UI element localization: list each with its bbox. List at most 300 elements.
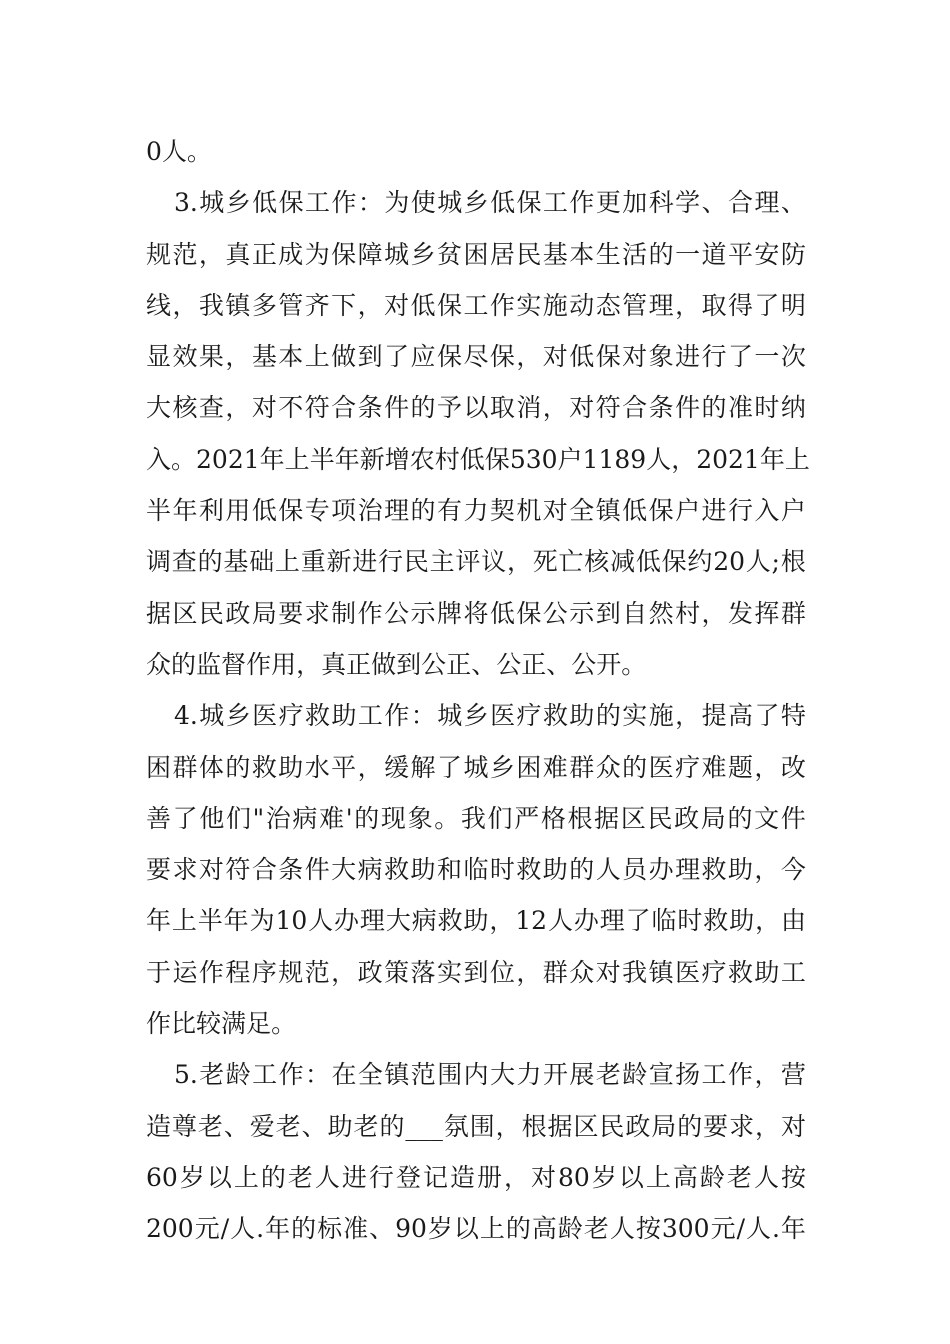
glyph: 年 (146, 906, 172, 936)
glyph: 亡 (558, 547, 584, 577)
glyph: 我 (460, 803, 486, 833)
glyph: 以 (618, 1162, 644, 1192)
glyph: 障 (357, 239, 383, 269)
glyph: 件 (304, 855, 330, 885)
glyph: 准 (343, 1214, 369, 1244)
text-line (146, 742, 806, 793)
glyph: 镇 (384, 1060, 410, 1090)
glyph: 我 (198, 290, 224, 320)
glyph: 上 (479, 1214, 505, 1244)
glyph: 作 (489, 290, 515, 320)
glyph: 册 (476, 1162, 502, 1192)
glyph: 效 (172, 342, 198, 372)
glyph: 0 (146, 137, 162, 166)
glyph: 行 (727, 496, 753, 526)
glyph: ， (701, 598, 727, 628)
glyph: 了 (172, 803, 198, 833)
glyph: 救 (727, 957, 753, 987)
glyph: 龄 (622, 1060, 648, 1090)
glyph: ， (754, 855, 780, 885)
glyph: 保 (516, 598, 542, 628)
glyph: 作 (728, 1060, 754, 1090)
glyph: 为 (249, 906, 275, 936)
glyph: 低 (251, 496, 277, 526)
glyph: 救 (384, 855, 410, 885)
text-line (146, 690, 806, 741)
glyph: ， (671, 444, 697, 474)
glyph: 岁 (427, 1214, 453, 1244)
text-line (146, 947, 806, 998)
text-line (146, 331, 806, 382)
glyph: 真 (225, 239, 251, 269)
glyph: 3. (174, 188, 198, 218)
glyph: 作 (384, 701, 410, 731)
glyph: 救 (542, 701, 568, 731)
glyph: 救 (251, 752, 277, 782)
glyph: 体 (198, 752, 224, 782)
glyph: 助 (327, 1111, 353, 1141)
text-line (146, 1203, 806, 1254)
glyph: ： (410, 701, 436, 731)
glyph: 了 (754, 701, 780, 731)
glyph: 公 (571, 649, 597, 679)
glyph: 得 (727, 290, 753, 320)
glyph: 助 (729, 906, 755, 936)
glyph: ， (489, 906, 515, 936)
glyph: 契 (489, 496, 515, 526)
glyph: 工 (463, 290, 489, 320)
glyph: 据 (146, 598, 172, 628)
glyph: 善 (146, 803, 172, 833)
glyph: 工 (542, 188, 568, 218)
glyph: 员 (622, 855, 648, 885)
glyph: 对 (622, 342, 648, 372)
glyph: 的 (379, 1111, 405, 1141)
glyph: 老 (199, 1060, 225, 1090)
glyph: 文 (754, 803, 780, 833)
glyph: 保 (489, 342, 515, 372)
glyph: 的 (622, 752, 648, 782)
glyph: 理 (384, 496, 410, 526)
glyph: 实 (436, 957, 462, 987)
glyph: 大 (331, 855, 357, 885)
glyph: 学 (675, 188, 701, 218)
glyph: 改 (780, 752, 806, 782)
glyph: 低 (622, 496, 648, 526)
glyph: 助 (331, 701, 357, 731)
glyph: 基 (251, 342, 277, 372)
glyph: 半 (309, 444, 335, 474)
glyph: 取 (489, 393, 515, 423)
glyph: 、 (223, 1111, 249, 1141)
glyph: 老 (595, 1060, 621, 1090)
glyph: 助 (410, 855, 436, 885)
glyph: 求 (172, 855, 198, 885)
glyph: 2021 (196, 444, 260, 474)
glyph: 低 (459, 444, 485, 474)
glyph: 尽 (463, 342, 489, 372)
glyph: 的 (354, 803, 380, 833)
glyph: 大 (146, 393, 172, 423)
glyph: 格 (540, 803, 566, 833)
glyph: ， (675, 701, 701, 731)
glyph: 政 (625, 1111, 651, 1141)
glyph: 死 (532, 547, 558, 577)
glyph: 根 (567, 803, 593, 833)
glyph: 将 (463, 598, 489, 628)
glyph: 医 (490, 701, 516, 731)
glyph: 正 (521, 649, 547, 679)
glyph: 宣 (648, 1060, 674, 1090)
glyph: 规 (146, 239, 172, 269)
glyph: 乡 (463, 701, 489, 731)
glyph: 时 (677, 906, 703, 936)
glyph: 作 (246, 649, 272, 679)
glyph: 们 (487, 803, 513, 833)
glyph: 记 (422, 1162, 448, 1192)
glyph: 年 (172, 496, 198, 526)
glyph: 时 (489, 855, 515, 885)
glyph: 年 (334, 444, 360, 474)
glyph: 主 (429, 547, 455, 577)
glyph: 加 (622, 188, 648, 218)
glyph: 人 (595, 855, 621, 885)
glyph: 全 (357, 1060, 383, 1090)
glyph: 造 (449, 1162, 475, 1192)
glyph: 困 (146, 752, 172, 782)
glyph: 调 (146, 547, 172, 577)
glyph: 群 (172, 752, 198, 782)
glyph: 。 (434, 803, 460, 833)
glyph: 防 (780, 239, 806, 269)
glyph: 的 (677, 1111, 703, 1141)
glyph: 足 (246, 1009, 272, 1039)
glyph: 低 (490, 188, 516, 218)
glyph: 疗 (516, 701, 542, 731)
text-line (146, 844, 806, 895)
glyph: 办 (334, 906, 360, 936)
glyph: 象 (648, 342, 674, 372)
glyph: 一 (675, 239, 701, 269)
glyph: 龄 (699, 1162, 725, 1192)
glyph: 医 (675, 957, 701, 987)
glyph: 要 (278, 598, 304, 628)
glyph: 合 (331, 393, 357, 423)
glyph: 10 (275, 906, 308, 936)
glyph: 入 (754, 496, 780, 526)
glyph: 老 (275, 1111, 301, 1141)
glyph: 城 (199, 701, 225, 731)
glyph: . (771, 1214, 780, 1244)
glyph: 件 (780, 803, 806, 833)
glyph: 的 (410, 496, 436, 526)
glyph: 道 (701, 239, 727, 269)
glyph: 实 (622, 701, 648, 731)
glyph: 人 (646, 444, 672, 474)
glyph: 重 (300, 547, 326, 577)
glyph: 合 (251, 855, 277, 885)
glyph: 上 (171, 906, 197, 936)
glyph: 到 (357, 342, 383, 372)
glyph: 动 (569, 290, 595, 320)
glyph: 低 (569, 342, 595, 372)
text-line (146, 536, 806, 587)
text-line (146, 177, 806, 228)
glyph: 人 (609, 1214, 635, 1244)
glyph: ， (675, 290, 701, 320)
glyph: ， (754, 1060, 780, 1090)
glyph: 然 (648, 598, 674, 628)
glyph: 自 (622, 598, 648, 628)
glyph: 疗 (278, 701, 304, 731)
glyph: / (736, 1214, 745, 1244)
glyph: 1189 (582, 444, 647, 474)
glyph: 到 (396, 649, 422, 679)
glyph: 于 (146, 957, 172, 987)
glyph: 要 (703, 1111, 729, 1141)
glyph: 岁 (179, 1162, 205, 1192)
glyph: ， (225, 393, 251, 423)
glyph: 活 (622, 239, 648, 269)
glyph: 高 (531, 1214, 557, 1244)
glyph: 城 (199, 188, 225, 218)
glyph: 使 (410, 188, 436, 218)
glyph: 氛 (443, 1111, 469, 1141)
glyph: 水 (304, 752, 330, 782)
glyph: 到 (463, 957, 489, 987)
glyph: 对 (542, 342, 568, 372)
glyph: 保 (661, 547, 687, 577)
glyph: 区 (620, 803, 646, 833)
glyph: 12 (515, 906, 548, 936)
glyph: 理 (675, 855, 701, 885)
glyph: 办 (573, 906, 599, 936)
glyph: 登 (395, 1162, 421, 1192)
glyph: 民 (403, 547, 429, 577)
glyph: 作 (331, 188, 357, 218)
glyph: 示 (410, 598, 436, 628)
glyph: 有 (436, 496, 462, 526)
glyph: 取 (701, 290, 727, 320)
glyph: 果 (198, 342, 224, 372)
glyph: 正 (346, 649, 372, 679)
glyph: 20 (713, 547, 745, 577)
glyph: 乡 (225, 701, 251, 731)
glyph: ， (542, 393, 568, 423)
glyph: 、 (780, 188, 806, 218)
glyph: 项 (331, 496, 357, 526)
glyph: 件 (384, 393, 410, 423)
glyph: 予 (436, 393, 462, 423)
glyph: 民 (647, 803, 673, 833)
glyph: 尊 (171, 1111, 197, 1141)
glyph: 元 (710, 1214, 736, 1244)
glyph: 大 (385, 906, 411, 936)
glyph: 530 (509, 444, 558, 474)
glyph: 年 (780, 1214, 806, 1244)
glyph: 了 (625, 906, 651, 936)
glyph: 象 (407, 803, 433, 833)
glyph: 、 (701, 188, 727, 218)
glyph: 为 (304, 239, 330, 269)
glyph: 应 (410, 342, 436, 372)
text-line (146, 895, 806, 946)
glyph: 策 (384, 957, 410, 987)
glyph: 按 (780, 1162, 806, 1192)
glyph: 正 (446, 649, 472, 679)
glyph: 保 (484, 444, 510, 474)
glyph: 公 (542, 598, 568, 628)
glyph: 真 (321, 649, 347, 679)
glyph: 核 (172, 393, 198, 423)
glyph: 本 (278, 342, 304, 372)
glyph: 病 (292, 803, 318, 833)
glyph: 在 (331, 1060, 357, 1090)
glyph: 用 (271, 649, 297, 679)
glyph: 据 (547, 1111, 573, 1141)
glyph: 范 (410, 1060, 436, 1090)
glyph: 作 (357, 598, 383, 628)
glyph: 齐 (304, 290, 330, 320)
text-line (146, 280, 806, 331)
glyph: 他 (199, 803, 225, 833)
glyph: 乡 (463, 188, 489, 218)
glyph: ， (506, 547, 532, 577)
glyph: 做 (371, 649, 397, 679)
glyph: 条 (278, 855, 304, 885)
glyph: 90 (395, 1214, 427, 1244)
glyph: 低 (252, 188, 278, 218)
glyph: 助 (278, 752, 304, 782)
glyph: 解 (410, 752, 436, 782)
glyph: ， (755, 1111, 781, 1141)
glyph: 的 (260, 1162, 286, 1192)
glyph: 监 (196, 649, 222, 679)
glyph: 贫 (436, 239, 462, 269)
glyph: 助 (463, 906, 489, 936)
glyph: 进 (675, 342, 701, 372)
glyph: 展 (569, 1060, 595, 1090)
text-line (146, 382, 806, 433)
glyph: 准 (727, 393, 753, 423)
glyph: 的 (410, 393, 436, 423)
glyph: 新 (359, 444, 385, 474)
glyph: 基 (223, 547, 249, 577)
glyph: 人 (230, 1214, 256, 1244)
glyph: 合 (622, 393, 648, 423)
glyph: 低 (489, 598, 515, 628)
glyph: 成 (278, 239, 304, 269)
glyph: 示 (569, 598, 595, 628)
glyph: 高 (672, 1162, 698, 1192)
glyph: 上 (233, 1162, 259, 1192)
glyph: ' (345, 803, 353, 833)
glyph: 议 (481, 547, 507, 577)
glyph: 保 (648, 496, 674, 526)
glyph: 上 (304, 342, 330, 372)
glyph: ， (331, 957, 357, 987)
glyph: 难 (319, 803, 345, 833)
glyph: 下 (331, 290, 357, 320)
glyph: 乡 (410, 239, 436, 269)
glyph: 理 (648, 290, 674, 320)
glyph: 5. (174, 1060, 198, 1090)
text-line (146, 126, 806, 177)
glyph: 序 (251, 957, 277, 987)
glyph: 年 (265, 1214, 291, 1244)
glyph: 约 (687, 547, 713, 577)
glyph: 、 (471, 649, 497, 679)
glyph: 造 (146, 1111, 172, 1141)
glyph: 爱 (249, 1111, 275, 1141)
glyph: 人 (753, 1162, 779, 1192)
glyph: 据 (594, 803, 620, 833)
glyph: 纳 (780, 393, 806, 423)
glyph: 更 (595, 188, 621, 218)
glyph: 多 (251, 290, 277, 320)
glyph: 龄 (557, 1214, 583, 1244)
glyph: 临 (651, 906, 677, 936)
glyph: 60 (146, 1162, 178, 1192)
glyph: 范 (172, 239, 198, 269)
glyph: 按 (635, 1214, 661, 1244)
glyph: ， (296, 649, 322, 679)
glyph: ， (225, 342, 251, 372)
text-line (146, 1101, 806, 1152)
glyph: 民 (599, 1111, 625, 1141)
glyph: 保 (436, 342, 462, 372)
glyph: 次 (780, 342, 806, 372)
glyph: 管 (278, 290, 304, 320)
glyph: ， (504, 1162, 530, 1192)
glyph: 镇 (595, 496, 621, 526)
glyph: 作 (146, 1009, 172, 1039)
glyph: 态 (595, 290, 621, 320)
glyph: 新 (326, 547, 352, 577)
glyph: 一 (754, 342, 780, 372)
glyph: 的 (648, 239, 674, 269)
glyph: 城 (437, 188, 463, 218)
glyph: 不 (278, 393, 304, 423)
glyph: 年 (223, 906, 249, 936)
glyph: ， (357, 290, 383, 320)
glyph: 困 (516, 752, 542, 782)
glyph: 比 (171, 1009, 197, 1039)
glyph: 人 (308, 906, 334, 936)
glyph: 户 (557, 444, 583, 474)
glyph: 公 (496, 649, 522, 679)
glyph: 半 (197, 906, 223, 936)
glyph: 以 (453, 1214, 479, 1244)
glyph: 低 (410, 290, 436, 320)
glyph: 助 (542, 855, 568, 885)
glyph: 年 (259, 444, 285, 474)
glyph: 了 (727, 342, 753, 372)
glyph: 病 (357, 855, 383, 885)
glyph: 、 (546, 649, 572, 679)
glyph: 为 (384, 188, 410, 218)
glyph: 保 (516, 188, 542, 218)
glyph: 施 (542, 290, 568, 320)
glyph: 疗 (701, 957, 727, 987)
glyph: 符 (304, 393, 330, 423)
glyph: 局 (251, 598, 277, 628)
glyph: ， (495, 1111, 521, 1141)
glyph: 的 (171, 649, 197, 679)
glyph: 对 (569, 393, 595, 423)
glyph: 救 (305, 701, 331, 731)
glyph: / (220, 1214, 230, 1244)
